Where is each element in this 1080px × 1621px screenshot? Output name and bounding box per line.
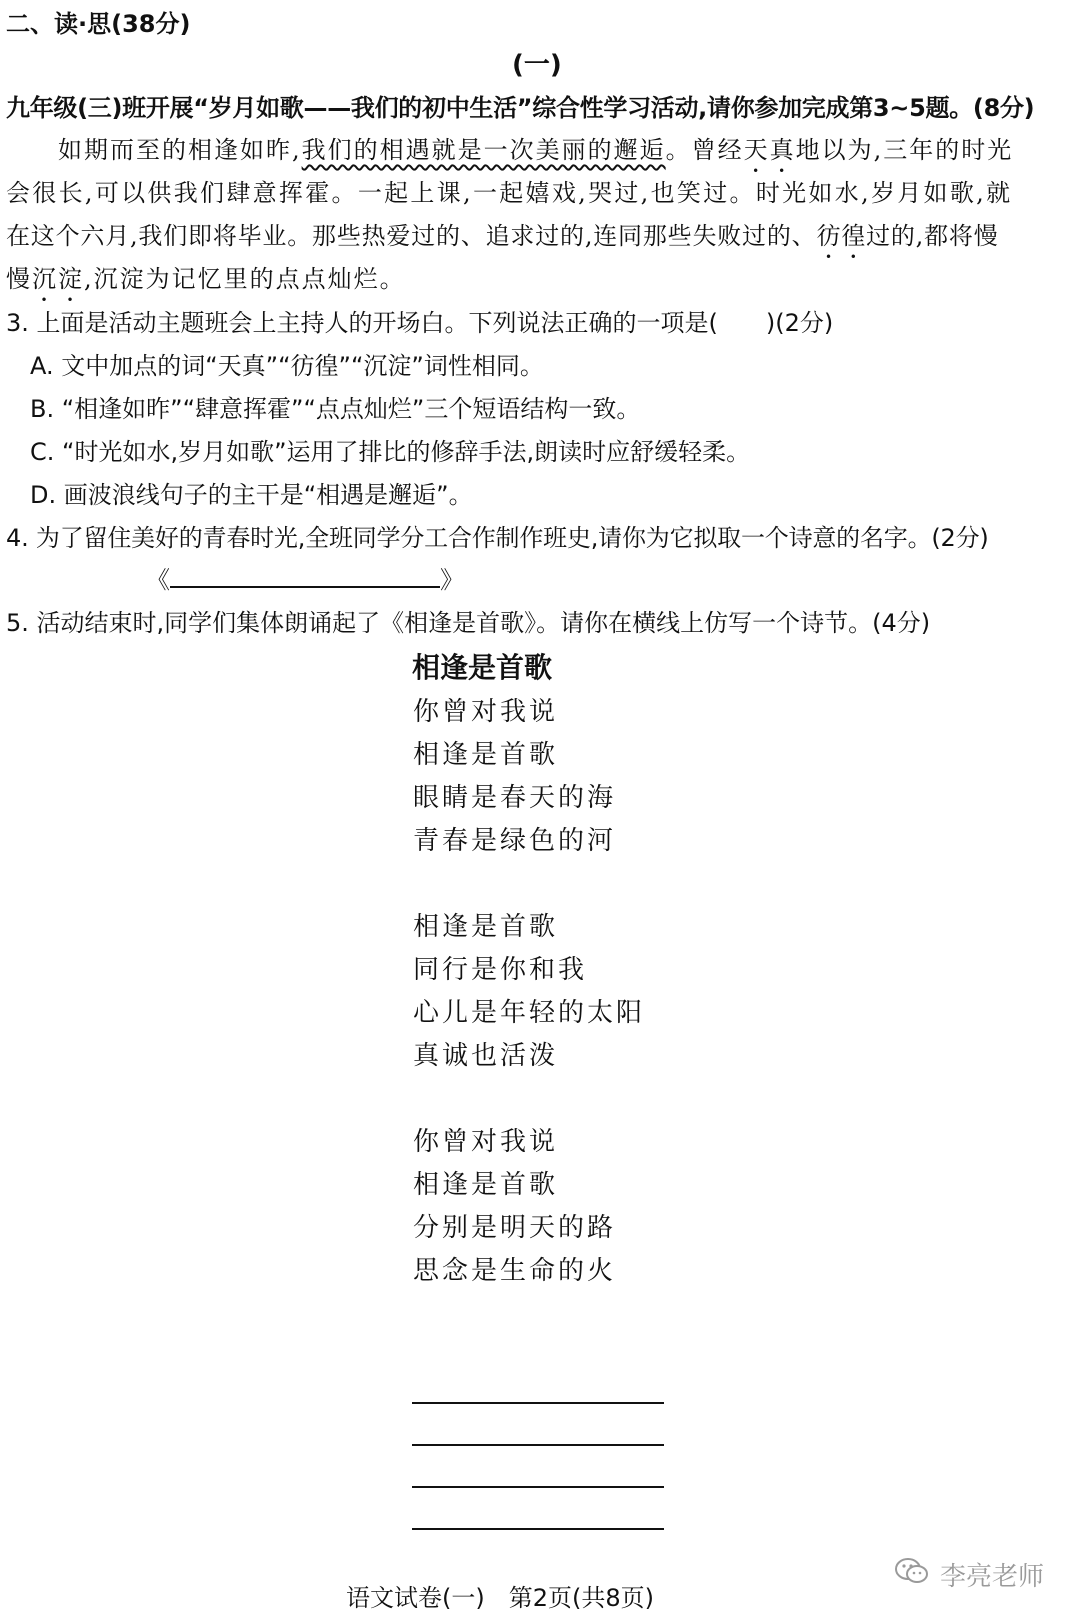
q3-option-d: D. 画波浪线句子的主干是“相遇是邂逅”。 — [30, 481, 473, 509]
dotted-word-chendian: 沉淀 — [32, 265, 84, 293]
watermark — [894, 1556, 1044, 1593]
poem-line: 你曾对我说 — [413, 697, 559, 727]
q4-title-answer: 《 》 — [146, 566, 464, 594]
answer-line-2[interactable] — [412, 1444, 664, 1446]
answer-line-1[interactable] — [412, 1402, 664, 1404]
poem-line: 相逢是首歌 — [413, 740, 559, 770]
poem-line: 青春是绿色的河 — [413, 826, 617, 856]
passage-line-2: 会很长,可以供我们肆意挥霍。一起上课,一起嬉戏,哭过,也笑过。时光如水,岁月如歌,就 — [6, 179, 1013, 207]
page-footer: 语文试卷(一) 第2页(共8页) — [346, 1584, 654, 1612]
dotted-word-tianzhen: 天真 — [743, 136, 796, 164]
q3-stem: 3. 上面是活动主题班会上主持人的开场白。下列说法正确的一项是( )(2分) — [6, 309, 834, 337]
passage-line-4: 慢沉淀,沉淀为记忆里的点点灿烂。 — [6, 265, 406, 293]
watermark-text: 李亮老师 — [940, 1562, 1045, 1592]
answer-line-4[interactable] — [412, 1528, 664, 1530]
dotted-word-panghuang: 彷徨 — [816, 222, 867, 250]
passage-line-3: 在这个六月,我们即将毕业。那些热爱过的、追求过的,连同那些失败过的、彷徨过的,都将慢 — [6, 222, 999, 250]
q4-stem: 4. 为了留住美好的青春时光,全班同学分工合作制作班史,请你为它拟取一个诗意的名字。(2分) — [6, 524, 989, 552]
section-header: 二、读·思(38分) — [6, 10, 191, 38]
poem-line: 相逢是首歌 — [413, 912, 559, 942]
wechat-icon — [894, 1556, 930, 1593]
poem-line: 心儿是年轻的太阳 — [413, 998, 646, 1028]
passage-line-1: 如期而至的相逢如昨,我们的相遇就是一次美丽的邂逅。曾经天真地以为,三年的时光 — [58, 136, 1014, 164]
poem-line: 思念是生命的火 — [413, 1256, 617, 1286]
q3-option-a: A. 文中加点的词“天真”“彷徨”“沉淀”词性相同。 — [30, 352, 544, 380]
poem-line: 眼睛是春天的海 — [413, 783, 617, 813]
answer-line-3[interactable] — [412, 1486, 664, 1488]
wavy-underlined-sentence: 我们的相遇就是一次美丽的邂逅 — [301, 136, 666, 164]
poem-line: 同行是你和我 — [413, 955, 588, 985]
poem-line: 真诚也活泼 — [413, 1041, 559, 1071]
q3-option-b: B. “相逢如昨”“肆意挥霍”“点点灿烂”三个短语结构一致。 — [30, 395, 641, 423]
intro-text: 九年级(三)班开展“岁月如歌——我们的初中生活”综合性学习活动,请你参加完成第3~5题。(8分) — [6, 94, 1035, 122]
q5-stem: 5. 活动结束时,同学们集体朗诵起了《相逢是首歌》。请你在横线上仿写一个诗节。(4分) — [6, 609, 931, 637]
part-label: (一) — [512, 50, 562, 80]
q3-option-c: C. “时光如水,岁月如歌”运用了排比的修辞手法,朗读时应舒缓轻柔。 — [30, 438, 751, 466]
q4-answer-blank[interactable] — [170, 564, 440, 588]
poem-line: 相逢是首歌 — [413, 1170, 559, 1200]
poem-title: 相逢是首歌 — [412, 651, 553, 684]
poem-line: 分别是明天的路 — [413, 1213, 617, 1243]
poem-line: 你曾对我说 — [413, 1127, 559, 1157]
